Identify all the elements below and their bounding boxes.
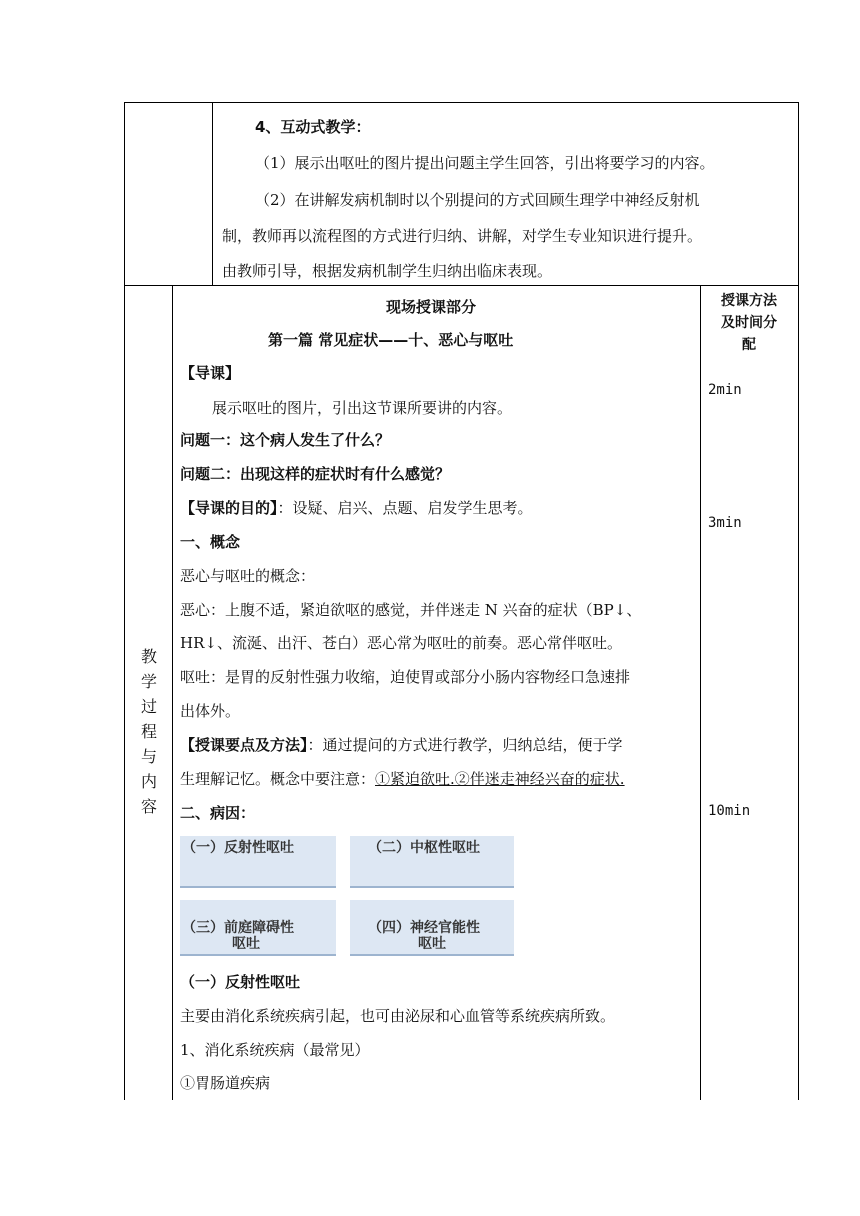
- table-border-right: [798, 102, 799, 1100]
- tile-label: （二）中枢性呕吐: [368, 840, 480, 856]
- section-title: 现场授课部分: [386, 298, 477, 316]
- time-value: 10min: [708, 803, 751, 819]
- method-text: ：通过提问的方式进行教学，归纳总结，便于学: [307, 736, 623, 754]
- reflex-text: 主要由消化系统疾病引起，也可由泌尿和心血管等系统疾病所致。: [180, 1007, 616, 1025]
- time-header-line-3: 配: [742, 337, 756, 353]
- cause-heading: 二、病因：: [180, 804, 256, 822]
- gi-disease: ①胃肠道疾病: [180, 1074, 271, 1092]
- table-row-divider: [124, 285, 799, 286]
- question-2: 问题二：出现这样的症状时有什么感觉？: [180, 465, 451, 483]
- purpose-label: 【导课的目的】: [180, 499, 278, 517]
- side-label-char: 过: [140, 697, 157, 716]
- method-label: 【授课要点及方法】: [180, 736, 308, 754]
- side-label-char: 内: [140, 772, 157, 791]
- side-label-char: 程: [140, 722, 157, 741]
- side-label-char: 容: [140, 797, 157, 816]
- reflex-heading: （一）反射性呕吐: [180, 973, 301, 991]
- tile-label: 呕吐: [418, 936, 446, 952]
- purpose-text: ：设疑、启兴、点题、启发学生思考。: [277, 499, 533, 517]
- cause-tile-neurotic: [350, 900, 514, 956]
- vomit-line-2: 出体外。: [180, 702, 241, 720]
- cause-tile-vestibular: [180, 900, 336, 956]
- question-1: 问题一：这个病人发生了什么？: [180, 431, 391, 449]
- cause-tile-central: [350, 836, 514, 888]
- nausea-line-2: HR↓、流涎、出汗、苍白）恶心常为呕吐的前奏。恶心常伴呕吐。: [180, 634, 622, 652]
- interactive-teaching-heading: 4、互动式教学：: [255, 118, 371, 136]
- tile-label: （三）前庭障碍性: [182, 920, 294, 936]
- side-label-char: 学: [140, 672, 157, 691]
- side-label-char: 与: [140, 747, 157, 766]
- lead-text: 展示呕吐的图片，引出这节课所要讲的内容。: [212, 399, 513, 417]
- interactive-item-2-line-3: 由教师引导，根据发病机制学生归纳出临床表现。: [222, 262, 553, 280]
- time-header-line-1: 授课方法: [721, 293, 777, 309]
- side-label-char: 教: [140, 647, 157, 666]
- interactive-item-2-line-2: 制，教师再以流程图的方式进行归纳、讲解，对学生专业知识进行提升。: [222, 227, 703, 245]
- table-border-left: [124, 102, 125, 1100]
- cause-tile-reflex: [180, 836, 336, 888]
- time-value: 3min: [708, 515, 742, 531]
- chapter-title: 第一篇 常见症状——十、恶心与呕吐: [268, 331, 514, 349]
- method-line-2: [180, 769, 625, 789]
- lead-purpose: [180, 498, 533, 518]
- lead-heading: 【导课】: [180, 364, 241, 382]
- top-row-column-divider: [212, 102, 213, 285]
- method-line-1: [180, 735, 623, 755]
- concept-heading: 一、概念: [180, 533, 241, 551]
- time-header-line-2: 及时间分: [721, 315, 777, 331]
- interactive-item-2-line-1: （2）在讲解发病机制时以个别提问的方式回顾生理学中神经反射机: [255, 191, 700, 209]
- digestive-disease: 1、消化系统疾病（最常见）: [180, 1041, 370, 1059]
- method-text-plain: 生理解记忆。概念中要注意：: [180, 770, 376, 788]
- tile-label: （四）神经官能性: [368, 920, 480, 936]
- vomit-line-1: 呕吐：是胃的反射性强力收缩，迫使胃或部分小肠内容物经口急速排: [180, 668, 631, 686]
- method-text-underlined: ①紧迫欲吐.②伴迷走神经兴奋的症状.: [375, 770, 625, 788]
- table-border-top: [124, 102, 799, 103]
- time-column-divider: [700, 285, 701, 1100]
- concept-intro: 恶心与呕吐的概念：: [180, 567, 316, 585]
- side-column-divider: [172, 285, 173, 1100]
- interactive-item-1: （1）展示出呕吐的图片提出问题主学生回答，引出将要学习的内容。: [255, 154, 715, 172]
- time-value: 2min: [708, 382, 742, 398]
- tile-label: 呕吐: [232, 936, 260, 952]
- nausea-line-1: 恶心：上腹不适，紧迫欲呕的感觉，并伴迷走 N 兴奋的症状（BP↓、: [180, 601, 642, 619]
- tile-label: （一）反射性呕吐: [182, 840, 294, 856]
